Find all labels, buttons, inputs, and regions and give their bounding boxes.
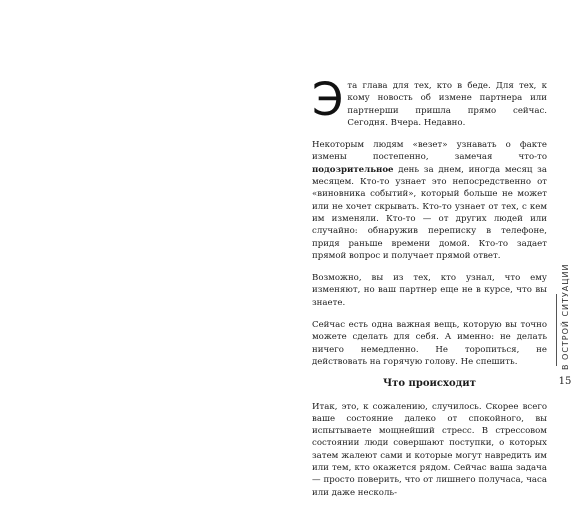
drop-cap: Э (312, 73, 344, 126)
section-heading: Что происходит (383, 378, 476, 390)
text-column (312, 73, 547, 509)
bold-word: подозрительное (312, 164, 394, 175)
paragraph-intro (312, 73, 547, 129)
paragraph-discovery-text-1: Некоторым людям «везет» узнавать о факте измены постепенно, замечая что-то (312, 140, 547, 163)
page-number: 15 (558, 376, 572, 387)
paragraph-discovery-text-2: день за днем, иногда месяц за месяцем. Кто-то узнает это непосредственно от «виновника событий», который больше не может или не хочет скрывать. Кто-то узнает от тех, с кем им изменяли. Кто-то — от других людей или случайно: обнаружив переписку в телефоне, придя раньше времени домой. Кто-то задает прямой вопрос и получает прямой ответ. (312, 164, 547, 261)
paragraph-what-happens: Итак, это, к сожалению, случилось. Скорее всего ваше состояние далеко от спокойного, вы испытываете мощнейший стресс. В стрессовом состоянии люди совершают поступки, о которых затем жалеют сами и которые могут навредить им или тем, кто окажется рядом. Сейчас ваша задача — просто поверить, что от лишнего получаса, часа или даже несколь- (312, 401, 547, 498)
paragraph-partner: Возможно, вы из тех, кто узнал, что ему изменяют, но ваш партнер еще не в курсе, что вы знаете. (312, 273, 547, 308)
chapter-side-label: В ОСТРОЙ СИТУАЦИИ (561, 263, 570, 370)
side-divider (556, 294, 557, 366)
paragraph-discovery (312, 139, 547, 262)
paragraph-intro-text: та глава для тех, кто в беде. Для тех, к кому новость об измене партнера или партнерши пришла прямо сейчас. Сегодня. Вчера. Недавно. (347, 81, 547, 128)
paragraph-advice: Сейчас есть одна важная вещь, которую вы точно можете сделать для себя. А именно: не делать ничего немедленно. Не торопиться, не действовать на горячую голову. Не спешить. (312, 320, 547, 367)
